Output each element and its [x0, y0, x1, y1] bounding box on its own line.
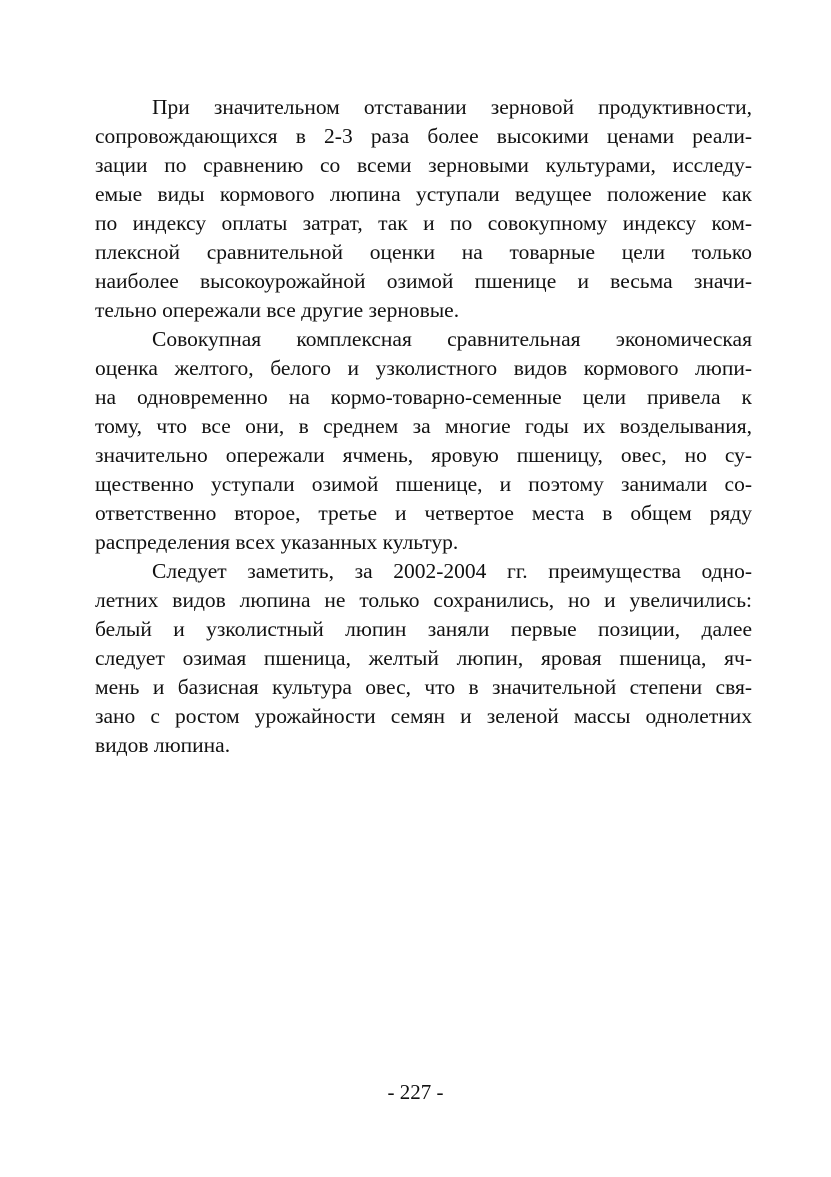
text-line: значительно опережали ячмень, яровую пшеницу, овес, но су-	[95, 443, 752, 467]
text-line: зано с ростом урожайности семян и зеленой массы однолетних	[95, 704, 752, 728]
text-line: белый и узколистный люпин заняли первые позиции, далее	[95, 617, 752, 641]
text-line: распределения всех указанных культур.	[95, 530, 459, 554]
page-number: - 227 -	[387, 1080, 444, 1104]
text-line: сопровождающихся в 2-3 раза более высокими ценами реали-	[95, 124, 752, 148]
text-line: оценка желтого, белого и узколистного видов кормового люпи-	[95, 356, 752, 380]
text-line: щественно уступали озимой пшенице, и поэтому занимали со-	[95, 472, 752, 496]
text-line: При значительном отставании зерновой продуктивности,	[152, 95, 752, 119]
text-line: на одновременно на кормо-товарно-семенные цели привела к	[95, 385, 752, 409]
paragraph-3	[95, 557, 752, 760]
text-line: ответственно второе, третье и четвертое места в общем ряду	[95, 501, 752, 525]
text-line: наиболее высокоурожайной озимой пшенице и весьма значи-	[95, 269, 752, 293]
text-line: тельно опережали все другие зерновые.	[95, 298, 460, 322]
text-line: видов люпина.	[95, 733, 231, 757]
text-line: по индексу оплаты затрат, так и по совокупному индексу ком-	[95, 211, 752, 235]
text-line: плексной сравнительной оценки на товарные цели только	[95, 240, 752, 264]
text-line: емые виды кормового люпина уступали ведущее положение как	[95, 182, 752, 206]
text-line: мень и базисная культура овес, что в значительной степени свя-	[95, 675, 752, 699]
text-line: Совокупная комплексная сравнительная экономическая	[152, 327, 752, 351]
text-line: следует озимая пшеница, желтый люпин, яровая пшеница, яч-	[95, 646, 752, 670]
paragraph-1	[95, 93, 752, 325]
text-line: тому, что все они, в среднем за многие годы их возделывания,	[95, 414, 752, 438]
body-text	[95, 93, 752, 760]
text-line: летних видов люпина не только сохранились, но и увеличились:	[95, 588, 752, 612]
text-line: зации по сравнению со всеми зерновыми культурами, исследу-	[95, 153, 752, 177]
paragraph-2	[95, 325, 752, 557]
text-line: Следует заметить, за 2002-2004 гг. преимущества одно-	[152, 559, 752, 583]
